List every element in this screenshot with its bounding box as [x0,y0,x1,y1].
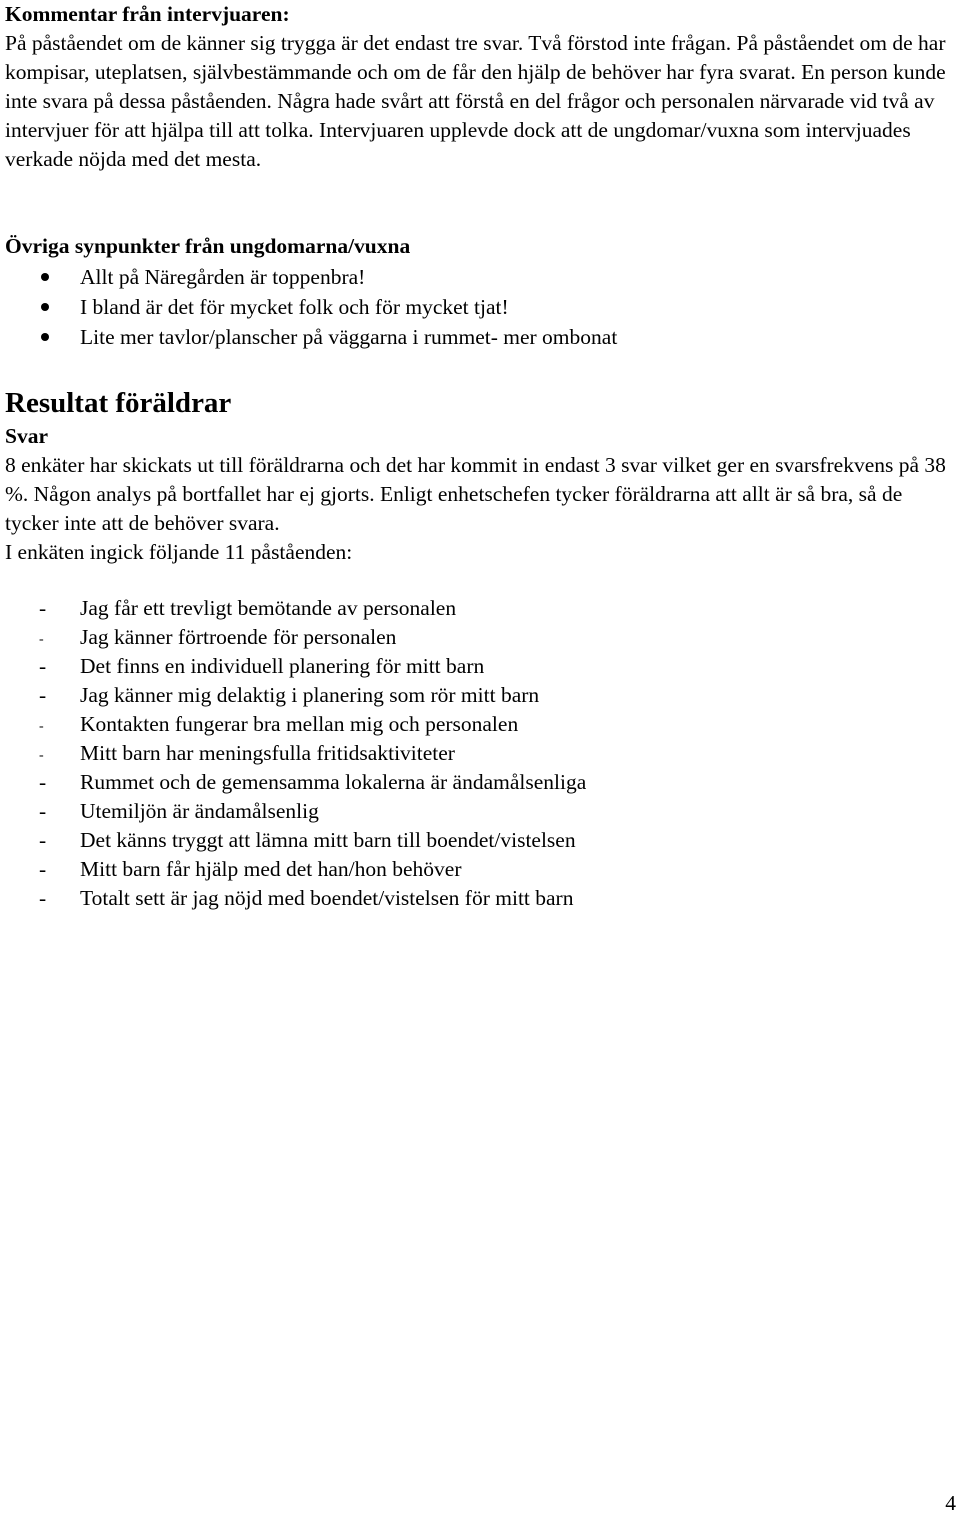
list-item [5,797,905,826]
list-item-text: Det finns en individuell planering för mitt barn [80,654,485,678]
list-item [5,623,905,652]
other-views-list [5,262,905,352]
list-item-text: Lite mer tavlor/planscher på väggarna i rummet- mer ombonat [80,325,618,349]
list-item-text: Jag känner förtroende för personalen [80,625,397,649]
list-item-text: Utemiljön är ändamålsenlig [80,799,319,823]
list-item [5,768,905,797]
bullet-icon [41,303,49,311]
list-item-text: Jag känner mig delaktig i planering som rör mitt barn [80,683,540,707]
dash-marker: - [39,770,47,794]
list-item-text: Det känns tryggt att lämna mitt barn till boendet/vistelsen [80,828,576,852]
list-item [5,652,905,681]
list-item-text: I bland är det för mycket folk och för mycket tjat! [80,295,509,319]
list-item [5,739,905,768]
comment-paragraph: På påståendet om de känner sig trygga är det endast tre svar. Två förstod inte frågan. På påståendet om de har kompisar, uteplatsen, självbestämmande och om de får den hjälp de behöver har fyra svarat. En person kunde inte svara på dessa påståenden. Några hade svårt att förstå en del frågor och personalen närvarade vid två av intervjuer för att hjälpa till att tolka. Intervjuaren upplevde dock att de ungdomar/vuxna som intervjuades verkade nöjda med det mesta. [5,31,946,171]
dash-marker: - [39,857,47,881]
statements-intro: I enkäten ingick följande 11 påståenden: [5,540,353,564]
list-item [5,884,905,913]
other-views-heading: Övriga synpunkter från ungdomarna/vuxna [5,234,411,258]
statements-list [5,594,905,913]
bullet-icon [41,333,49,341]
list-item [5,322,905,352]
list-item-text: Mitt barn får hjälp med det han/hon behöver [80,857,462,881]
list-item [5,826,905,855]
list-item [5,710,905,739]
list-item-text: Mitt barn har meningsfulla fritidsaktiviteter [80,741,455,765]
list-item-text: Totalt sett är jag nöjd med boendet/vistelsen för mitt barn [80,886,574,910]
page-number: 4 [945,1491,956,1515]
list-item-text: Rummet och de gemensamma lokalerna är ändamålsenliga [80,770,587,794]
list-item [5,292,905,322]
list-item [5,855,905,884]
answers-subheading: Svar [5,424,48,448]
list-item-text: Jag får ett trevligt bemötande av personalen [80,596,457,620]
dash-marker: - [39,886,47,910]
list-item-text: Kontakten fungerar bra mellan mig och personalen [80,712,519,736]
dash-marker: - [39,596,47,620]
list-item [5,681,905,710]
list-item [5,594,905,623]
list-item-text: Allt på Näregården är toppenbra! [80,265,366,289]
bullet-icon [41,273,49,281]
dash-marker: - [39,828,47,852]
dash-marker: - [39,719,44,734]
list-item [5,262,905,292]
dash-marker: - [39,748,44,763]
results-heading: Resultat föräldrar [5,387,232,419]
dash-marker: - [39,632,44,647]
dash-marker: - [39,799,47,823]
dash-marker: - [39,683,47,707]
results-paragraph: 8 enkäter har skickats ut till föräldrarna och det har kommit in endast 3 svar vilket ger en svarsfrekvens på 38 %. Någon analys på bortfallet har ej gjorts. Enligt enhetschefen tycker föräldrarna att allt är så bra, så de tycker inte att de behöver svara. [5,453,946,535]
dash-marker: - [39,654,47,678]
comment-heading: Kommentar från intervjuaren: [5,2,290,26]
